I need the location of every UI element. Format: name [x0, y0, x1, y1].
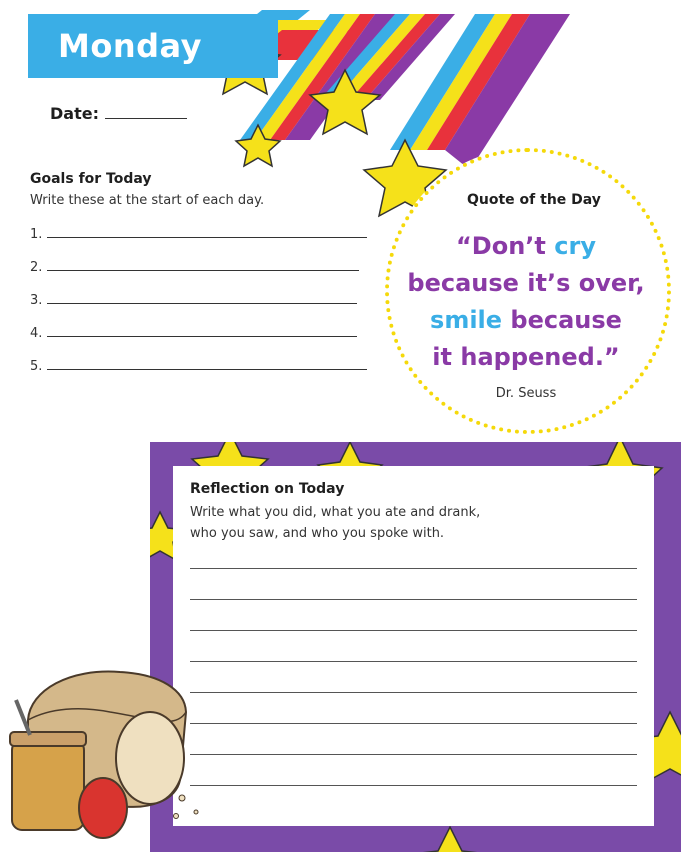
goal-number: 4.: [30, 326, 43, 341]
jar-lid: [79, 778, 127, 838]
reflection-line-1: Write what you did, what you ate and drank,: [190, 505, 481, 520]
goals-subtitle: Write these at the start of each day.: [30, 193, 265, 208]
goal-number: 5.: [30, 359, 43, 374]
goal-number: 2.: [30, 260, 43, 275]
quote-word-smile: smile: [430, 306, 503, 334]
quote-title: Quote of the Day: [467, 192, 601, 208]
quote-end: it happened.”: [432, 343, 620, 371]
date-label: Date:: [50, 104, 99, 123]
goal-number: 1.: [30, 227, 43, 242]
bread-slice-face: [116, 712, 184, 804]
reflection-title: Reflection on Today: [190, 481, 345, 497]
goals-title: Goals for Today: [30, 171, 152, 187]
reflection-line-2: who you saw, and who you spoke with.: [190, 526, 445, 541]
quote-mid: because it’s over,: [407, 269, 645, 297]
quote-author: Dr. Seuss: [495, 386, 557, 401]
goal-number: 3.: [30, 293, 43, 308]
quote-word-cry: cry: [554, 232, 596, 260]
quote-open: “Don’t: [456, 232, 555, 260]
day-banner: Monday: [28, 14, 278, 78]
quote-mid2: because: [502, 306, 622, 334]
jar: [12, 740, 84, 830]
